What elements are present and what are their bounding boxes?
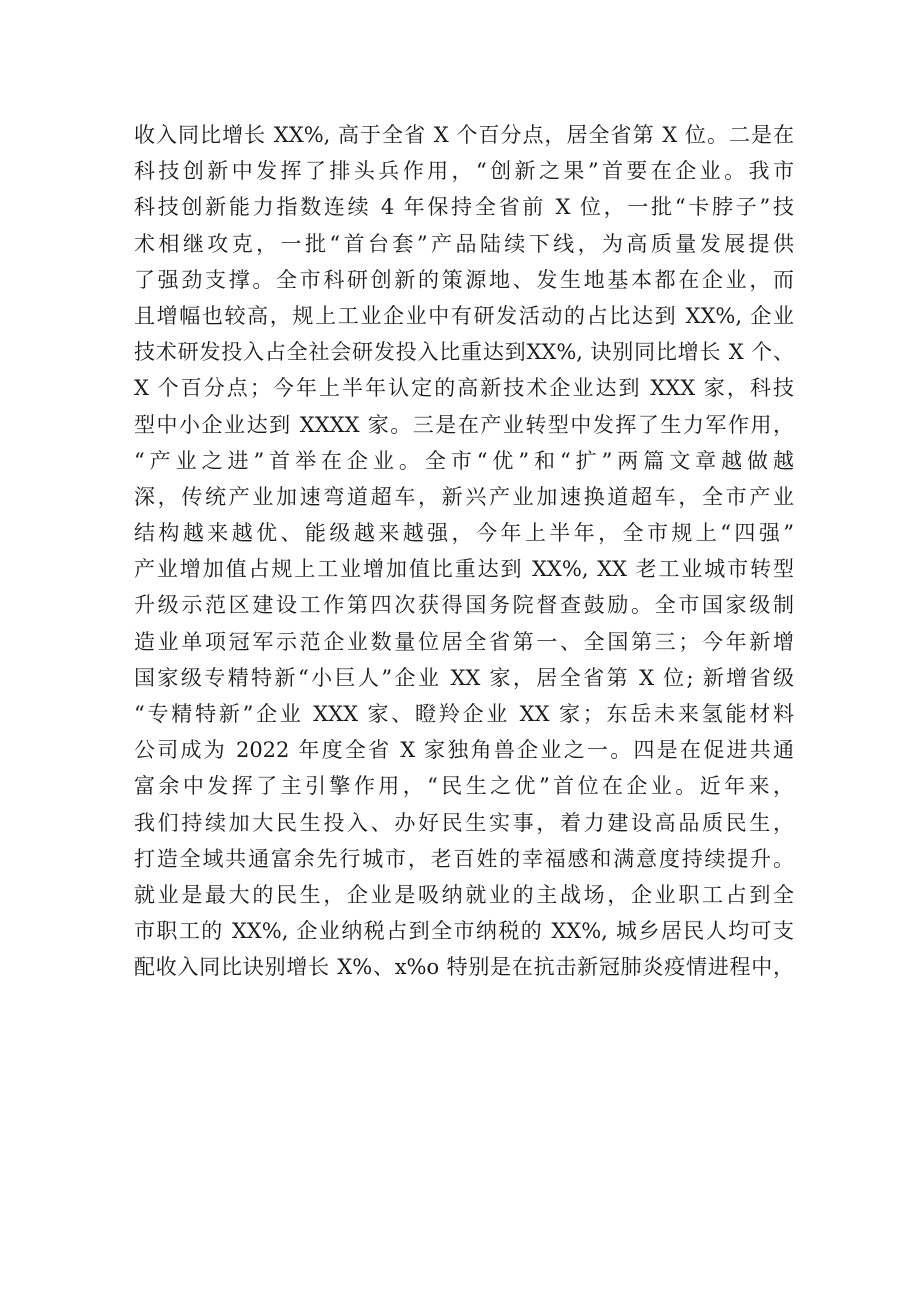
text-line: “专精特新”企业 XXX 家、瞪羚企业 XX 家；东岳未来氢能材料 [134,702,794,726]
text-line: 市职工的 XX%, 企业纳税占到全市纳税的 XX%, 城乡居民人均可支 [134,919,794,944]
text-line: 技术研发投入占全社会研发投入比重达到XX%, 诀别同比增长 X 个、 [134,340,794,365]
text-line: 我们持续加大民生投入、办好民生实事，着力建设高品质民生， [134,810,794,835]
text-line: 打造全域共通富余先行城市，老百姓的幸福感和满意度持续提升。 [134,846,794,871]
text-line: 科技创新中发挥了排头兵作用，“创新之果”首要在企业。我市 [134,159,794,184]
text-line: 型中小企业达到 XXXX 家。三是在产业转型中发挥了生力军作用， [134,412,794,437]
text-line: X 个百分点；今年上半年认定的高新技术企业达到 XXX 家，科技 [134,376,794,401]
text-line: 产业增加值占规上工业增加值比重达到 XX%, XX 老工业城市转型 [134,557,794,582]
text-line: 收入同比增长 XX%, 高于全省 X 个百分点，居全省第 X 位。二是在 [134,123,794,147]
text-line: 深，传统产业加速弯道超车，新兴产业加速换道超车，全市产业 [134,484,794,509]
text-line: 国家级专精特新“小巨人”企业 XX 家，居全省第 X 位; 新增省级 [134,665,794,690]
text-line: 公司成为 2022 年度全省 X 家独角兽企业之一。四是在促进共通 [134,738,794,763]
text-line: 科技创新能力指数连续 4 年保持全省前 X 位，一批“卡脖子”技 [134,195,794,220]
text-line: 了强劲支撑。全市科研创新的策源地、发生地基本都在企业，而 [134,267,794,292]
text-line: 富余中发挥了主引擎作用，“民生之优”首位在企业。近年来， [134,774,794,799]
text-line: 术相继攻克，一批“首台套”产品陆续下线，为高质量发展提供 [134,231,794,256]
text-line: “产业之进”首举在企业。全市“优”和“扩”两篇文章越做越 [134,448,794,473]
text-line: 造业单项冠军示范企业数量位居全省第一、全国第三；今年新增 [134,629,794,654]
text-line: 升级示范区建设工作第四次获得国务院督查鼓励。全市国家级制 [134,593,794,618]
text-line: 且增幅也较高，规上工业企业中有研发活动的占比达到 XX%, 企业 [134,303,794,328]
text-line: 结构越来越优、能级越来越强，今年上半年，全市规上“四强” [134,521,794,546]
body-paragraph [134,117,794,986]
text-line: 就业是最大的民生，企业是吸纳就业的主战场，企业职工占到全 [134,882,794,907]
text-line: 配收入同比诀别增长 X%、x%o 特别是在抗击新冠肺炎疫情进程中， [134,955,794,980]
